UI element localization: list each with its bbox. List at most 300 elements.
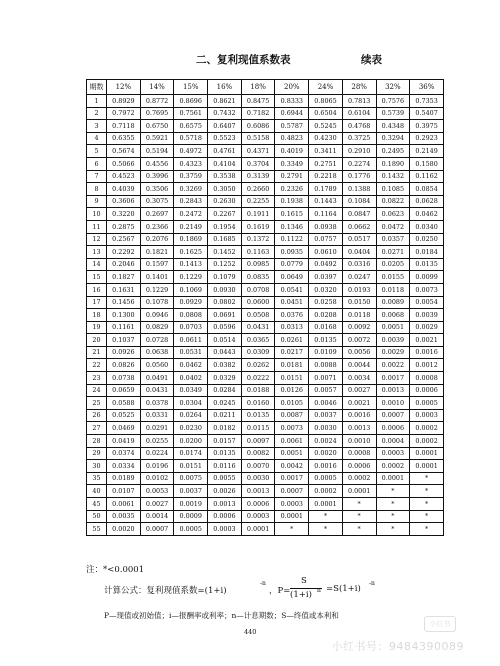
fraction-denominator-exponent: n [317,587,321,594]
factor-cell: 0.5407 [410,107,444,120]
factor-cell: 0.0016 [309,460,343,473]
factor-cell: 0.1163 [241,246,275,259]
factor-cell: 0.0728 [140,334,174,347]
factor-cell: * [376,523,410,536]
period-cell: 6 [87,157,107,170]
factor-cell: 0.0245 [208,397,242,410]
factor-cell: 0.0508 [241,309,275,322]
factor-cell: 0.2149 [410,145,444,158]
factor-cell: 0.0053 [140,485,174,498]
table-title: 二、复利现值系数表 [196,54,291,66]
factor-cell: 0.0046 [309,397,343,410]
factor-cell: 0.3349 [275,157,309,170]
factor-cell: 0.2567 [107,233,141,246]
table-row [87,271,444,284]
factor-cell: 0.1911 [241,208,275,221]
factor-cell: 0.3269 [174,183,208,196]
factor-cell: 0.0659 [107,384,141,397]
factor-cell: 0.0009 [174,510,208,523]
factor-cell: 0.0118 [342,309,376,322]
factor-cell: 0.0628 [410,195,444,208]
formula-rhs-exponent: -n [369,580,375,587]
factor-cell: 0.0541 [275,283,309,296]
factor-cell: 0.2697 [140,208,174,221]
factor-cell: 0.0462 [174,359,208,372]
factor-cell: 0.0151 [174,460,208,473]
factor-cell: 0.0309 [241,346,275,359]
factor-cell: 0.1229 [140,283,174,296]
factor-cell: 0.2292 [107,246,141,259]
factor-cell: 0.3075 [140,195,174,208]
factor-cell: 0.7576 [376,95,410,108]
factor-cell: 0.0382 [208,359,242,372]
header-rate: 14% [140,80,174,95]
factor-cell: 0.6104 [342,107,376,120]
table-row [87,157,444,170]
factor-cell: 0.0021 [410,334,444,347]
factor-cell: 0.0051 [275,447,309,460]
period-cell: 22 [87,359,107,372]
period-cell: 35 [87,472,107,485]
factor-cell: 0.0525 [107,409,141,422]
table-row [87,258,444,271]
factor-cell: 0.6407 [208,120,242,133]
period-cell: 3 [87,120,107,133]
factor-cell: 0.0003 [410,409,444,422]
factor-cell: 0.0006 [376,422,410,435]
header-rate: 20% [275,80,309,95]
factor-cell: 0.1890 [376,157,410,170]
period-cell: 13 [87,246,107,259]
header-rate: 18% [241,80,275,95]
factor-cell: 0.0462 [410,208,444,221]
factor-cell: 0.0005 [174,523,208,536]
table-row [87,384,444,397]
factor-cell: 0.1161 [107,321,141,334]
variable-definitions: P—现值或初始值；i—报酬率或利率；n—计息期数；S—终值或本利和 [104,611,339,620]
factor-cell: 0.0938 [309,220,343,233]
factor-cell: 0.0808 [174,309,208,322]
table-row [87,460,444,473]
factor-cell: 0.0357 [376,233,410,246]
table-row [87,422,444,435]
factor-cell: 0.4039 [107,183,141,196]
factor-cell: 0.0349 [174,384,208,397]
period-cell: 10 [87,208,107,221]
factor-cell: 0.1776 [342,170,376,183]
factor-cell: 0.7695 [140,107,174,120]
factor-cell: 0.0016 [410,346,444,359]
period-cell: 26 [87,409,107,422]
factor-cell: 0.0224 [140,447,174,460]
factor-cell: 0.0189 [107,472,141,485]
factor-cell: 0.0089 [376,296,410,309]
factor-cell: 0.0010 [342,435,376,448]
factor-cell: 0.0188 [241,384,275,397]
factor-cell: 0.1625 [174,246,208,259]
factor-cell: 0.0193 [342,283,376,296]
factor-cell: 0.0985 [241,258,275,271]
factor-cell: 0.0073 [410,283,444,296]
fraction-numerator: S [301,576,307,586]
period-cell: 8 [87,183,107,196]
factor-cell: 0.3220 [107,208,141,221]
header-period: 期数 [87,80,107,95]
factor-cell: 0.1954 [208,220,242,233]
factor-cell: 0.0002 [376,460,410,473]
period-cell: 21 [87,346,107,359]
factor-cell: 0.0247 [342,271,376,284]
table-row [87,170,444,183]
factor-cell: 0.0779 [275,258,309,271]
factor-cell: 0.1122 [275,233,309,246]
factor-cell: 0.4323 [174,157,208,170]
table-row [87,498,444,511]
factor-cell: 0.0012 [410,359,444,372]
factor-cell: 0.7118 [107,120,141,133]
factor-cell: 0.0003 [241,510,275,523]
factor-cell: 0.1580 [410,157,444,170]
factor-cell: 0.0397 [309,271,343,284]
factor-cell: 0.0037 [309,409,343,422]
factor-cell: 0.0109 [309,346,343,359]
factor-cell: 0.4230 [309,132,343,145]
factor-cell: 0.0088 [309,359,343,372]
period-cell: 25 [87,397,107,410]
factor-cell: 0.1821 [140,246,174,259]
factor-cell: 0.0092 [342,321,376,334]
table-row [87,359,444,372]
factor-cell: 0.0002 [342,472,376,485]
factor-cell: 0.0196 [140,460,174,473]
factor-cell: 0.1938 [275,195,309,208]
period-cell: 7 [87,170,107,183]
factor-cell: 0.0013 [241,485,275,498]
factor-cell: 0.0035 [107,510,141,523]
factor-cell: 0.0151 [275,372,309,385]
factor-cell: 0.0378 [140,397,174,410]
factor-cell: 0.1597 [140,258,174,271]
factor-cell: 0.0056 [342,346,376,359]
factor-cell: 0.7972 [107,107,141,120]
factor-cell: 0.3606 [107,195,141,208]
present-value-table [86,79,444,536]
factor-cell: 0.0017 [275,472,309,485]
factor-cell: * [410,485,444,498]
factor-cell: 0.1372 [241,233,275,246]
factor-cell: 0.0829 [140,321,174,334]
table-row [87,107,444,120]
factor-cell: 0.0075 [174,472,208,485]
factor-cell: 0.7432 [208,107,242,120]
factor-cell: 0.0492 [309,258,343,271]
factor-cell: 0.0822 [376,195,410,208]
period-cell: 20 [87,334,107,347]
factor-cell: 0.8065 [309,95,343,108]
factor-cell: 0.3411 [309,145,343,158]
factor-cell: 0.0044 [342,359,376,372]
factor-cell: 0.0135 [208,447,242,460]
factor-cell: 0.3139 [241,170,275,183]
table-row [87,472,444,485]
table-row [87,208,444,221]
factor-cell: 0.3725 [342,132,376,145]
factor-cell: 0.8621 [208,95,242,108]
factor-cell: 0.6355 [107,132,141,145]
factor-cell: 0.0030 [309,422,343,435]
factor-cell: 0.1084 [342,195,376,208]
factor-cell: 0.1079 [208,271,242,284]
factor-cell: 0.0068 [376,309,410,322]
factor-cell: 0.1401 [140,271,174,284]
factor-cell: 0.0331 [140,409,174,422]
factor-cell: 0.0160 [241,397,275,410]
factor-cell: 0.2076 [140,233,174,246]
factor-cell: 0.0431 [140,384,174,397]
factor-cell: 0.0001 [410,447,444,460]
factor-cell: 0.0002 [309,485,343,498]
factor-cell: 0.0116 [208,460,242,473]
factor-cell: 0.1078 [140,296,174,309]
factor-cell: 0.1827 [107,271,141,284]
factor-cell: 0.0472 [376,220,410,233]
factor-cell: 0.8696 [174,95,208,108]
factor-cell: 0.7182 [241,107,275,120]
factor-cell: 0.0115 [241,422,275,435]
period-cell: 12 [87,233,107,246]
factor-cell: 0.0291 [140,422,174,435]
factor-cell: 0.0027 [140,498,174,511]
table-row [87,132,444,145]
factor-cell: * [376,485,410,498]
factor-cell: 0.3294 [376,132,410,145]
header-rate: 15% [174,80,208,95]
factor-cell: 0.0005 [309,472,343,485]
factor-cell: 0.0020 [309,447,343,460]
factor-cell: 0.2923 [410,132,444,145]
formula-rhs: =S(1+i) [326,584,361,594]
table-body [87,95,444,536]
factor-cell: 0.5158 [241,132,275,145]
period-cell: 18 [87,309,107,322]
factor-cell: 0.3996 [140,170,174,183]
fraction-denominator: (1+i) [290,590,312,600]
factor-cell: 0.0061 [275,435,309,448]
factor-cell: 0.0560 [140,359,174,372]
table-row [87,220,444,233]
factor-cell: 0.0029 [376,346,410,359]
factor-cell: 0.0135 [241,409,275,422]
factor-cell: 0.0313 [275,321,309,334]
factor-cell: * [275,523,309,536]
factor-cell: 0.5194 [140,145,174,158]
factor-cell: 0.0026 [208,485,242,498]
factor-cell: 0.5245 [309,120,343,133]
factor-cell: 0.1456 [107,296,141,309]
factor-cell: * [309,523,343,536]
factor-cell: 0.0057 [309,384,343,397]
factor-cell: 0.0051 [376,321,410,334]
factor-cell: 0.0600 [241,296,275,309]
factor-cell: 0.0001 [309,498,343,511]
factor-cell: 0.0469 [107,422,141,435]
period-cell: 2 [87,107,107,120]
factor-cell: 0.0135 [410,258,444,271]
factor-cell: 0.0255 [140,435,174,448]
factor-cell: 0.1300 [107,309,141,322]
factor-cell: 0.0029 [410,321,444,334]
factor-cell: 0.0596 [208,321,242,334]
factor-cell: 0.0638 [140,346,174,359]
factor-cell: 0.0946 [140,309,174,322]
factor-cell: 0.0030 [241,472,275,485]
continued-label: 续表 [361,54,382,66]
factor-cell: 0.4972 [174,145,208,158]
period-cell: 45 [87,498,107,511]
factor-cell: * [410,498,444,511]
table-row [87,372,444,385]
factor-cell: 0.0135 [309,334,343,347]
factor-cell: 0.0008 [342,447,376,460]
factor-cell: 0.0365 [241,334,275,347]
factor-cell: 0.0271 [376,246,410,259]
factor-cell: 0.2751 [309,157,343,170]
factor-cell: 0.0588 [107,397,141,410]
factor-cell: 0.0001 [376,472,410,485]
factor-cell: 0.0374 [107,447,141,460]
factor-cell: 0.0037 [174,485,208,498]
factor-cell: 0.0376 [275,309,309,322]
factor-cell: 0.1037 [107,334,141,347]
factor-cell: 0.0150 [342,296,376,309]
period-cell: 23 [87,372,107,385]
factor-cell: 0.0019 [174,498,208,511]
factor-cell: 0.0926 [107,346,141,359]
table-row [87,95,444,108]
factor-cell: 0.0020 [107,523,141,536]
factor-cell: 0.0182 [208,422,242,435]
factor-cell: 0.1085 [376,183,410,196]
factor-cell: * [410,510,444,523]
factor-cell: 0.0802 [208,296,242,309]
footnote: 注：*<0.0001 [86,565,145,575]
factor-cell: 0.4019 [275,145,309,158]
factor-cell: 0.0007 [376,409,410,422]
factor-cell: 0.1413 [174,258,208,271]
factor-cell: 0.0168 [309,321,343,334]
factor-cell: 0.2366 [140,220,174,233]
header-rate: 24% [309,80,343,95]
factor-cell: 0.3506 [140,183,174,196]
factor-cell: 0.0431 [241,321,275,334]
factor-cell: 0.0006 [241,498,275,511]
factor-cell: 0.0757 [309,233,343,246]
factor-cell: 0.0258 [309,296,343,309]
factor-cell: 0.0087 [275,409,309,422]
factor-cell: 0.0611 [174,334,208,347]
factor-cell: 0.0514 [208,334,242,347]
table-row [87,447,444,460]
factor-cell: 0.0847 [342,208,376,221]
factor-cell: 0.0002 [410,422,444,435]
factor-cell: * [376,498,410,511]
period-cell: 50 [87,510,107,523]
factor-cell: 0.0662 [342,220,376,233]
factor-cell: 0.0174 [174,447,208,460]
period-cell: 40 [87,485,107,498]
table-row [87,233,444,246]
factor-cell: 0.2472 [174,208,208,221]
period-cell: 29 [87,447,107,460]
watermark-logo: 小红书 [424,616,456,632]
factor-cell: 0.0610 [309,246,343,259]
table-row [87,435,444,448]
factor-cell: 0.3975 [410,120,444,133]
table-row [87,523,444,536]
factor-cell: * [342,498,376,511]
formula-p-equals: ，P= [269,586,291,596]
factor-cell: 0.0006 [342,460,376,473]
factor-cell: 0.0205 [376,258,410,271]
period-cell: 9 [87,195,107,208]
factor-cell: 0.2660 [241,183,275,196]
factor-cell: 0.1452 [208,246,242,259]
factor-cell: 0.0155 [376,271,410,284]
factor-cell: 0.0001 [241,523,275,536]
factor-cell: 0.4768 [342,120,376,133]
factor-cell: * [309,510,343,523]
factor-cell: 0.7353 [410,95,444,108]
factor-cell: 0.5674 [107,145,141,158]
factor-cell: 0.0649 [275,271,309,284]
factor-cell: 0.0010 [376,397,410,410]
factor-cell: 0.6750 [140,120,174,133]
factor-cell: 0.0340 [410,220,444,233]
factor-cell: 0.0451 [275,296,309,309]
table-row [87,485,444,498]
watermark-text: 小红书号：9484390089 [331,640,464,653]
factor-cell: 0.2149 [174,220,208,233]
factor-cell: 0.0935 [275,246,309,259]
factor-cell: 0.0027 [342,384,376,397]
factor-cell: 0.0402 [174,372,208,385]
table-row [87,195,444,208]
factor-cell: 0.0002 [410,435,444,448]
table-row [87,510,444,523]
factor-cell: 0.0071 [309,372,343,385]
factor-cell: 0.1432 [376,170,410,183]
factor-cell: 0.0930 [208,283,242,296]
factor-cell: 0.3759 [174,170,208,183]
factor-cell: 0.1789 [309,183,343,196]
factor-cell: 0.2875 [107,220,141,233]
factor-cell: 0.0316 [342,258,376,271]
factor-cell: 0.1229 [174,271,208,284]
factor-cell: 0.2791 [275,170,309,183]
factor-cell: 0.4761 [208,145,242,158]
factor-cell: 0.0531 [174,346,208,359]
factor-cell: 0.7813 [342,95,376,108]
formula-prefix: 计算公式：复利现值系数=(1+i) [104,586,227,596]
factor-cell: 0.5921 [140,132,174,145]
factor-cell: 0.0055 [208,472,242,485]
factor-cell: 0.0211 [208,409,242,422]
factor-cell: 0.0261 [275,334,309,347]
factor-cell: 0.0230 [174,422,208,435]
factor-cell: 0.2843 [174,195,208,208]
table-row [87,296,444,309]
factor-cell: 0.0929 [174,296,208,309]
